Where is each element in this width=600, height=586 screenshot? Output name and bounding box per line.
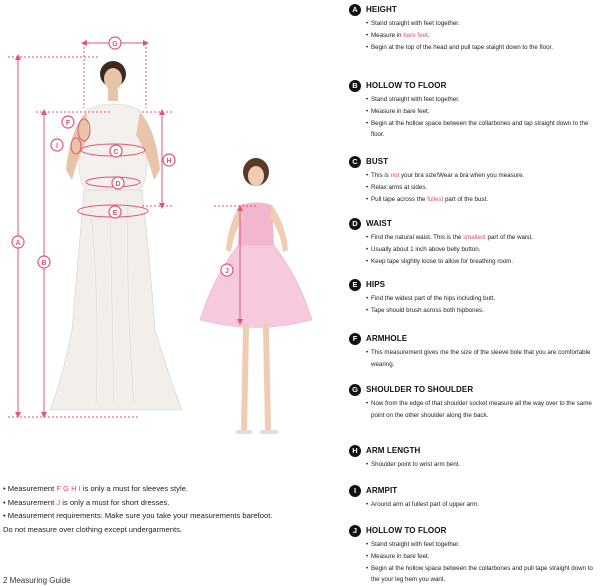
bullet: • Keep tape slightly loose to allow for breathing room. bbox=[366, 256, 596, 268]
bullet: • Stand straight with feet together. bbox=[366, 18, 596, 30]
bullet: • Stand straight with feet together. bbox=[366, 539, 596, 551]
letter-badge: I bbox=[349, 485, 361, 497]
label-f bbox=[62, 116, 74, 128]
letter-badge: F bbox=[349, 333, 361, 345]
svg-text:F: F bbox=[65, 120, 71, 127]
letter-badge: G bbox=[349, 384, 361, 396]
entry-title: ARMPIT bbox=[366, 486, 398, 495]
entry-title: WAIST bbox=[366, 219, 392, 228]
entry-bullets bbox=[366, 293, 596, 317]
image-caption: 2 Measuring Guide bbox=[3, 576, 71, 585]
bullet: • Usually about 1 inch above belly button. bbox=[366, 244, 596, 256]
entry-bullets bbox=[366, 398, 596, 422]
bullet: • Tape should brush across both hipbones. bbox=[366, 305, 596, 317]
label-c bbox=[110, 145, 122, 157]
entry-bullets bbox=[366, 18, 596, 53]
svg-text:E: E bbox=[112, 210, 118, 217]
illustration-canvas bbox=[0, 0, 340, 470]
label-e bbox=[109, 206, 121, 218]
note-highlight: F G H I bbox=[56, 484, 81, 493]
model-face bbox=[104, 68, 122, 90]
entry-title: HEIGHT bbox=[366, 5, 397, 14]
svg-text:I: I bbox=[56, 143, 58, 150]
entry-title: HIPS bbox=[366, 280, 386, 289]
bullet: • Now from the edge of that shoulder socket measure all the way over to the same point on the other shoulder along the back. bbox=[366, 398, 596, 422]
entry-bullets bbox=[366, 94, 596, 141]
label-h bbox=[163, 154, 175, 166]
svg-text:A: A bbox=[15, 240, 21, 247]
letter-badge: D bbox=[349, 218, 361, 230]
note-text: is only a must for short dresses. bbox=[60, 497, 170, 507]
note-text: • Measurement bbox=[3, 497, 57, 507]
letter-badge: J bbox=[349, 525, 361, 537]
bullet: • Around arm at fullest part of upper arm. bbox=[366, 499, 596, 511]
note-requirements: • Measurement requirements: Make sure you take your measurements barefoot. bbox=[3, 511, 273, 521]
svg-text:D: D bbox=[115, 181, 121, 188]
bullet: • Shoulder point to wrist arm bent. bbox=[366, 459, 596, 471]
entry-title: ARM LENGTH bbox=[366, 446, 421, 455]
pink-dress-model bbox=[200, 158, 312, 432]
letter-badge: H bbox=[349, 445, 361, 457]
note-highlight: J bbox=[56, 497, 61, 507]
bullet: • Find the widest part of the hips including butt. bbox=[366, 293, 596, 305]
label-j bbox=[221, 264, 233, 276]
letter-badge: B bbox=[349, 80, 361, 92]
svg-text:C: C bbox=[113, 149, 119, 156]
model2-legs bbox=[244, 326, 268, 430]
svg-text:H: H bbox=[166, 158, 172, 165]
bullet: • Begin at the hollow space between the collarbones and pull tape straight down to the your leg hem you want. bbox=[366, 563, 596, 586]
bullet: • Measure in bare feet. bbox=[366, 551, 596, 563]
label-i bbox=[51, 139, 63, 151]
note-text: is only a must for sleeves style. bbox=[80, 484, 188, 493]
measurement-illustration bbox=[0, 0, 340, 470]
svg-text:G: G bbox=[112, 41, 118, 48]
bullet: • This measurement gives me the size of the sleeve bole that you are comfortable wearing. bbox=[366, 347, 596, 371]
bullet: • Find the natural waist. This is the smallest part of the waist. bbox=[366, 232, 596, 244]
letter-badge: C bbox=[349, 156, 361, 168]
note-undergarments: Do not measure over clothing except undergarments. bbox=[3, 524, 182, 534]
svg-text:J: J bbox=[225, 268, 229, 275]
pink-dress-skirt bbox=[200, 245, 312, 328]
entry-title: ARMHOLE bbox=[366, 334, 408, 343]
entry-title: BUST bbox=[366, 157, 389, 166]
letter-badge: E bbox=[349, 279, 361, 291]
note-short-dress bbox=[3, 496, 333, 510]
bullet: • Relax arms at sides. bbox=[366, 182, 596, 194]
svg-text:B: B bbox=[41, 260, 47, 267]
entry-bullets bbox=[366, 499, 596, 511]
note-sleeves bbox=[3, 482, 333, 496]
label-d bbox=[112, 177, 124, 189]
measurement-notes bbox=[3, 482, 333, 536]
entry-bullets bbox=[366, 232, 596, 267]
bullet: • Measure in bare feet. bbox=[366, 106, 596, 118]
letter-badge: A bbox=[349, 4, 361, 16]
model2-face bbox=[248, 166, 264, 186]
bullet: • Measure in bare feet. bbox=[366, 30, 596, 42]
entry-title: HOLLOW TO FLOOR bbox=[366, 526, 447, 535]
bullet: • Begin at the top of the head and pull tape staight down to the floor. bbox=[366, 42, 596, 54]
entry-bullets bbox=[366, 459, 596, 471]
label-a bbox=[12, 236, 24, 248]
bullet: • This is not your bra size!Wear a bra when you measure. bbox=[366, 170, 596, 182]
dress-skirt bbox=[50, 190, 182, 410]
entry-bullets bbox=[366, 539, 596, 586]
entry-title: SHOULDER TO SHOULDER bbox=[366, 385, 474, 394]
entry-title: HOLLOW TO FLOOR bbox=[366, 81, 447, 90]
label-g bbox=[109, 37, 121, 49]
bullet: • Pull tape across the fullest part of the bust. bbox=[366, 194, 596, 206]
label-b bbox=[38, 256, 50, 268]
note-text: • Measurement bbox=[3, 484, 57, 493]
bullet: • Stand straight with feet together. bbox=[366, 94, 596, 106]
entry-bullets bbox=[366, 170, 596, 205]
pink-dress-bodice bbox=[238, 203, 274, 246]
model-neck bbox=[108, 89, 118, 101]
entry-bullets bbox=[366, 347, 596, 371]
bullet: • Begin at the hollow space between the collarbones and tap straight down to the floor. bbox=[366, 118, 596, 142]
